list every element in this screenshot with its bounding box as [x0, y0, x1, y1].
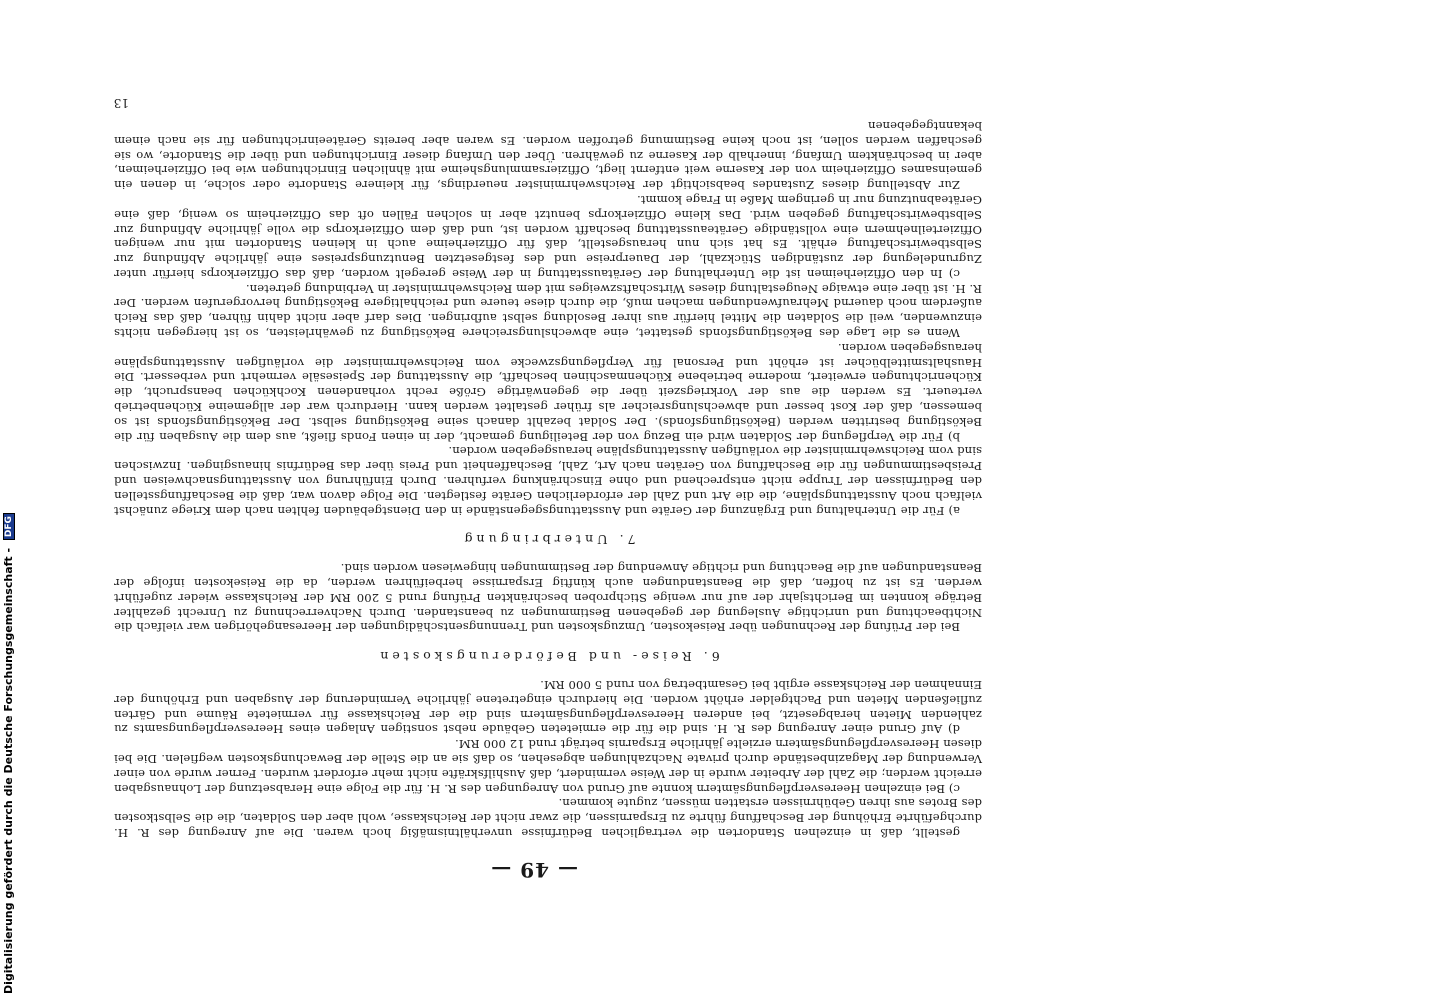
paragraph: Zur Abstellung dieses Zustandes beabsichtigt der Reichswehrminister neuerdings, für kleinere Standorte oder solche, in denen ein gemeinsames Offizierheim von der Kaserne weit entfernt liegt, Offiziersammlungsheime mit ähnlichen Einrichtungen wie bei Offizierheimen, aber in beschränktem Umfang, innerhalb der Kaserne zu gewähren. Über den Umfang dieser Einrichtungen und über die Standorte, wo sie geschaffen werden sollen, ist noch keine Bestimmung getroffen worden. Es waren aber bereits Geräteeinrichtungen für sie nach einem bekanntgegebenen — [114, 118, 982, 193]
page-number-top: — 49 — — [490, 858, 578, 882]
page-number-bottom: 13 — [113, 96, 129, 110]
page-body — [114, 118, 982, 840]
paragraph: gestellt, daß in einzelnen Standorten die vertraglichen Bedürfnisse unverhältnismäßig hoch waren. Die auf Anregung des R. H. durchgeführte Erhöhung der Beschaffung führte zu Ersparnissen, die zwar nicht der Reichskasse, wohl aber den Soldaten, die die Selbstkosten des Brotes aus ihren Gebührnissen erstatten müssen, zugute kommen. — [114, 796, 982, 840]
paragraph: Wenn es die Lage des Beköstigungsfonds gestattet, eine abwechslungsreichere Beköstigung zu gewährleisten, so ist hiergegen nichts einzuwenden, weil die Soldaten die Mittel hierfür aus ihrer Besoldung selbst aufbringen. Dies darf aber nicht dahin führen, daß das Reich außerdem noch dauernd Mehraufwendungen machen muß, die durch diese teuere und reichhaltigere Beköstigung hervorgerufen werden. Der R. H. ist über eine etwaige Neugestaltung dieses Wirtschaftszweiges mit dem Reichswehrminister in Verbindung getreten. — [114, 281, 982, 341]
paragraph: c) In den Offizierheimen ist die Unterhaltung der Gerätausstattung in der Weise geregelt worden, daß das Offizierkorps hierfür unter Zugrundelegung der zuständigen Stückzahl, der Dauerpreise und des festgesetzten Benutzungspreises eine jährliche Abfindung zur Selbstbewirtschaftung erhält. Es hat sich nun herausgestellt, daß für Offizierheime auch in kleinen Standorten mit nur wenigen Offizierteilnehmern eine vollständige Geräteausstattung beschafft worden ist, und daß dem Offizierkorps die volle jährliche Abfindung zur Selbstbewirtschaftung gegeben wird. Das kleine Offizierkorps benutzt aber in solchen Fällen oft das Offizierheim so wenig, daß eine Geräteabnutzung nur in geringem Maße in Frage kommt. — [114, 192, 982, 281]
section-heading-6: 6. Reise- und Beförderungskosten — [376, 649, 720, 665]
paragraph: Bei der Prüfung der Rechnungen über Reisekosten, Umzugskosten und Trennungsentschädigungen der Heeresangehörigen war vielfach die Nichtbeachtung und unrichtige Auslegung der gegebenen Bestimmungen zu beanstanden. Durch Nachverrechnung zu Unrecht gezahlter Beträge konnten im Berichtsjahr der auf nur wenige Stichproben beschränkten Prüfung rund 5 200 RM der Reichskasse wieder zugeführt werden. Es ist zu hoffen, daß die Beanstandungen auch künftig Ersparnisse herbeiführen werden, da die Reisekosten infolge der Beanstandungen auf die Beachtung und richtige Anwendung der Bestimmungen hingewiesen worden sind. — [114, 561, 982, 635]
paragraph: c) Bei einzelnen Heeresverpflegungsämtern konnte auf Grund von Anregungen des R. H. für die Folge eine Herabsetzung der Lohnausgaben erreicht werden; die Zahl der Arbeiter wurde in der Weise vermindert, daß Aushilfskräfte nicht mehr erfordert wurden. Ferner wurde von einer Verwendung der Magazinbestände durch private Nachzahlungen abgesehen, so daß sie an die Stelle der Bewachungskosten wegfielen. Die bei diesen Heeresverpflegungsämtern erzielte jährliche Ersparnis beträgt rund 12 000 RM. — [114, 737, 982, 796]
paragraph: d) Auf Grund einer Anregung des R. H. sind die für die ermieteten Gebäude nebst sonstigen Anlagen eines Heeresverpflegungsamts zu zahlenden Mieten herabgesetzt, bei anderen Heeresverpflegungsämtern sind die der Reichskasse für vermietete Räume und Gärten zufließenden Mieten und Pachtgelder erhöht worden. Die hierdurch eingetretene jährliche Verminderung der Ausgaben und Erhöhung der Einnahmen der Reichskasse ergibt bei Gesamtbetrag von rund 5 000 RM. — [114, 678, 982, 737]
dfg-logo-icon: DFG — [3, 513, 15, 540]
credit-text: Digitalisierung gefördert durch die Deutsche Forschungsgemeinschaft - — [2, 547, 15, 994]
section-heading-7: 7. Unterbringung — [460, 532, 636, 548]
paragraph: b) Für die Verpflegung der Soldaten wird ein Bezug von der Beteiligung gemacht, der in einen Fonds fließt, aus dem die Ausgaben für die Beköstigung bestritten werden (Beköstigungsfonds). Der Soldat bezahlt danach seine Beköstigung selbst. Der Beköstigungsfonds ist so bemessen, daß der Kost besser und abwechslungsreicher als früher gestaltet werden kann. Hierdurch war der allgemeine Küchenbetrieb verteuert. Es werden die aus der Vorkriegszeit über die gegenwärtige Größe recht vorhandenen Kochküchen beansprucht, die Küchenrichtungen erweitert, moderne betriebene Küchenmaschinen beschafft, die Ausstattung der Speisesäle vermehrt und verbessert. Die Haushaltsmittelbücher ist erhöht und Personal für Verpflegungszwecke vom Reichswehrminister die vorläufigen Ausstattungspläne herausgegeben worden. — [114, 340, 982, 444]
paragraph: a) Für die Unterhaltung und Ergänzung der Geräte und Ausstattungsgegenstände in den Dienstgebäuden fehlten nach dem Kriege zunächst vielfach noch Ausstattungspläne, die die Art und Zahl der erforderlichen Geräte festlegten. Die Folge davon war, daß die Beschaffungsstellen den Bedürfnissen der Truppe nicht entsprechend und ohne Einschränkung verfuhren. Durch Einführung von Ausstattungsnachweisen und Preisbestimmungen für die Beschaffung von Geräten nach Art, Zahl, Beschaffenheit und Preis über das Bedürfnis hinausgingen. Inzwischen sind vom Reichswehrminister die vorläufigen Ausstattungspläne herausgegeben worden. — [114, 444, 982, 518]
